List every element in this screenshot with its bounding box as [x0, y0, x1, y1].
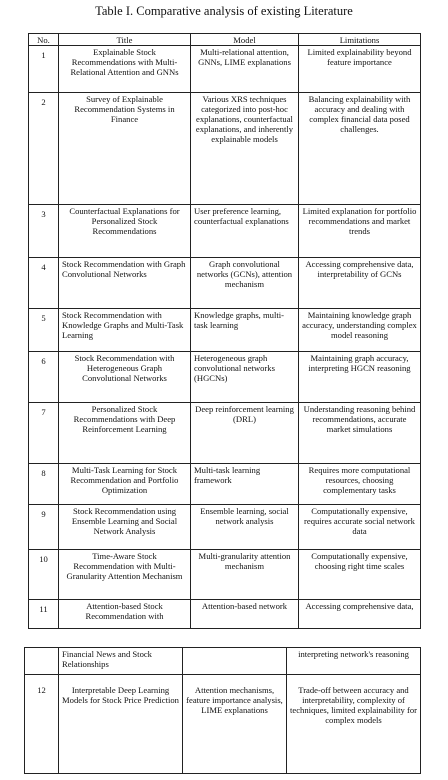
row-number: 5 [29, 309, 59, 352]
table-row [29, 600, 421, 629]
table-row [29, 403, 421, 464]
header-limitations: Limitations [299, 34, 421, 46]
row-number: 12 [25, 675, 59, 774]
row-title: Counterfactual Explanations for Personalized Stock Recommendations [59, 205, 191, 258]
row-model: Attention mechanisms, feature importance analysis, LIME explanations [183, 675, 287, 774]
row-model [183, 648, 287, 675]
row-model: Multi-relational attention, GNNs, LIME explanations [191, 46, 299, 93]
header-title: Title [59, 34, 191, 46]
row-model: Graph convolutional networks (GCNs), attention mechanism [191, 258, 299, 309]
row-model: Various XRS techniques categorized into post-hoc explanations, counterfactual explanations, and inherently explainable models [191, 93, 299, 205]
row-title: Stock Recommendation with Heterogeneous Graph Convolutional Networks [59, 352, 191, 403]
row-title: Time-Aware Stock Recommendation with Multi-Granularity Attention Mechanism [59, 550, 191, 600]
table-row [29, 93, 421, 205]
row-limitations: Limited explanation for portfolio recommendations and market trends [299, 205, 421, 258]
table-row [29, 505, 421, 550]
row-limitations: interpreting network's reasoning [287, 648, 421, 675]
table-row [29, 205, 421, 258]
table-row [25, 648, 421, 675]
row-title: Stock Recommendation with Graph Convolutional Networks [59, 258, 191, 309]
row-title: Financial News and Stock Relationships [59, 648, 183, 675]
table-row [29, 464, 421, 505]
row-limitations: Requires more computational resources, choosing complementary tasks [299, 464, 421, 505]
row-limitations: Computationally expensive, choosing right time scales [299, 550, 421, 600]
table-row [29, 550, 421, 600]
row-model: Ensemble learning, social network analysis [191, 505, 299, 550]
row-model: Multi-granularity attention mechanism [191, 550, 299, 600]
row-limitations: Limited explainability beyond feature importance [299, 46, 421, 93]
row-number: 1 [29, 46, 59, 93]
row-title: Multi-Task Learning for Stock Recommendation and Portfolio Optimization [59, 464, 191, 505]
row-number: 11 [29, 600, 59, 629]
literature-table-continued [24, 647, 421, 774]
row-limitations: Accessing comprehensive data, [299, 600, 421, 629]
row-number: 3 [29, 205, 59, 258]
table-row [29, 352, 421, 403]
row-limitations: Understanding reasoning behind recommendations, accurate market simulations [299, 403, 421, 464]
row-number: 9 [29, 505, 59, 550]
header-model: Model [191, 34, 299, 46]
row-title: Stock Recommendation using Ensemble Learning and Social Network Analysis [59, 505, 191, 550]
row-model: Multi-task learning framework [191, 464, 299, 505]
row-title: Survey of Explainable Recommendation Systems in Finance [59, 93, 191, 205]
row-model: Heterogeneous graph convolutional networks (HGCNs) [191, 352, 299, 403]
row-number: 7 [29, 403, 59, 464]
row-title: Personalized Stock Recommendations with Deep Reinforcement Learning [59, 403, 191, 464]
row-model: Knowledge graphs, multi-task learning [191, 309, 299, 352]
table-row [25, 675, 421, 774]
row-number: 8 [29, 464, 59, 505]
row-number: 2 [29, 93, 59, 205]
row-limitations: Computationally expensive, requires accurate social network data [299, 505, 421, 550]
row-number [25, 648, 59, 675]
row-limitations: Maintaining knowledge graph accuracy, understanding complex model reasoning [299, 309, 421, 352]
row-limitations: Trade-off between accuracy and interpretability, complexity of techniques, limited explainability for complex models [287, 675, 421, 774]
row-title: Stock Recommendation with Knowledge Graphs and Multi-Task Learning [59, 309, 191, 352]
row-title: Interpretable Deep Learning Models for Stock Price Prediction [59, 675, 183, 774]
header-no: No. [29, 34, 59, 46]
table-caption: Table I. Comparative analysis of existing Literature [95, 4, 353, 18]
row-limitations: Maintaining graph accuracy, interpreting HGCN reasoning [299, 352, 421, 403]
row-model: Deep reinforcement learning (DRL) [191, 403, 299, 464]
row-title: Attention-based Stock Recommendation with [59, 600, 191, 629]
row-limitations: Accessing comprehensive data, interpretability of GCNs [299, 258, 421, 309]
row-model: User preference learning, counterfactual explanations [191, 205, 299, 258]
row-number: 6 [29, 352, 59, 403]
table-row [29, 46, 421, 93]
row-title: Explainable Stock Recommendations with Multi-Relational Attention and GNNs [59, 46, 191, 93]
table-row [29, 258, 421, 309]
row-limitations: Balancing explainability with accuracy and dealing with complex financial data posed challenges. [299, 93, 421, 205]
table-row [29, 309, 421, 352]
literature-table [28, 33, 421, 629]
row-model: Attention-based network [191, 600, 299, 629]
row-number: 4 [29, 258, 59, 309]
table-header-row [29, 34, 421, 46]
row-number: 10 [29, 550, 59, 600]
